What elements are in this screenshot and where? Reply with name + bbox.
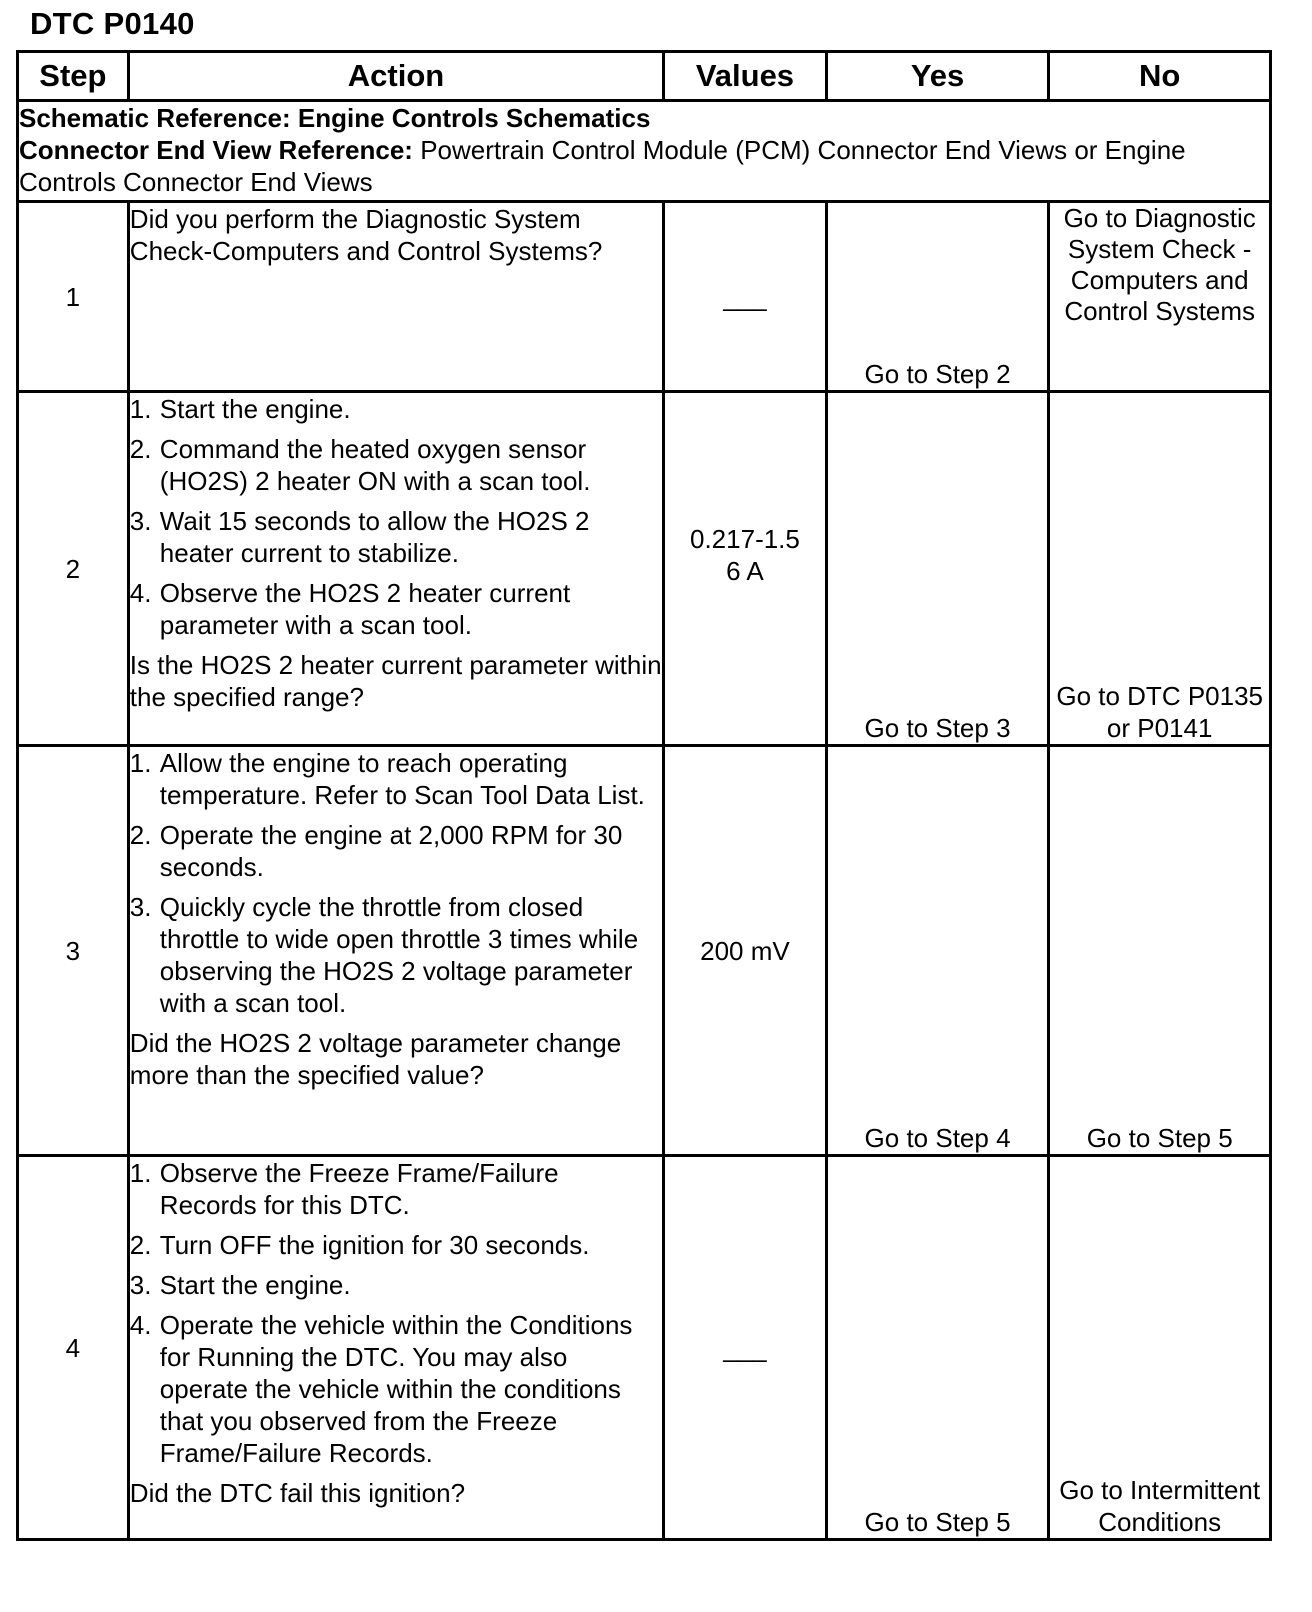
reference-cell	[18, 101, 1271, 202]
action-steps	[130, 393, 662, 641]
header-action: Action	[128, 52, 663, 101]
page-title: DTC P0140	[30, 6, 195, 41]
header-values: Values	[664, 52, 827, 101]
list-item: 3. Quickly cycle the throttle from closed throttle to wide open throttle 3 times while observing the HO2S 2 voltage parameter with a scan tool.	[129, 892, 639, 1018]
action-question: Did the HO2S 2 voltage parameter change more than the specified value?	[129, 1028, 622, 1090]
step-number: 1	[18, 202, 129, 392]
value-cell: 200 mV	[664, 746, 827, 1156]
action-cell	[128, 746, 663, 1156]
table-row	[18, 202, 1271, 392]
yes-cell: Go to Step 4	[826, 746, 1049, 1156]
action-question: Did the DTC fail this ignition?	[129, 1478, 466, 1508]
action-cell	[128, 392, 663, 746]
list-item: 1. Allow the engine to reach operating temperature. Refer to Scan Tool Data List.	[129, 748, 645, 810]
step-number: 3	[18, 746, 129, 1156]
list-item: 2. Turn OFF the ignition for 30 seconds.	[129, 1230, 590, 1260]
no-cell: Go to Step 5	[1049, 746, 1271, 1156]
list-item: 2. Command the heated oxygen sensor (HO2S) 2 heater ON with a scan tool.	[129, 434, 591, 496]
list-item: 4. Observe the HO2S 2 heater current parameter with a scan tool.	[129, 578, 571, 640]
value-cell: ___	[664, 202, 827, 392]
yes-cell: Go to Step 5	[826, 1156, 1049, 1540]
header-yes: Yes	[826, 52, 1049, 101]
yes-cell: Go to Step 2	[826, 202, 1049, 392]
table-row	[18, 746, 1271, 1156]
connector-reference: Connector End View Reference: Powertrain Control Module (PCM) Connector End Views or Engine Controls Connector End Views	[19, 135, 1186, 197]
action-steps	[130, 747, 662, 1019]
value-cell: ___	[664, 1156, 827, 1540]
no-cell: Go to Diagnostic System Check - Computers and Control Systems	[1049, 202, 1271, 392]
header-no: No	[1049, 52, 1271, 101]
list-item: 1. Start the engine.	[129, 394, 351, 424]
action-question: Is the HO2S 2 heater current parameter within the specified range?	[129, 650, 662, 712]
reference-row	[18, 101, 1271, 202]
list-item: 4. Operate the vehicle within the Conditions for Running the DTC. You may also operate the vehicle within the conditions that you observed from the Freeze Frame/Failure Records.	[129, 1310, 633, 1468]
no-cell: Go to DTC P0135 or P0141	[1049, 392, 1271, 746]
header-step: Step	[18, 52, 129, 101]
table-row	[18, 1156, 1271, 1540]
action-cell	[128, 202, 663, 392]
diagnostic-table	[16, 50, 1272, 1541]
step-number: 2	[18, 392, 129, 746]
action-question: Did you perform the Diagnostic System Check-Computers and Control Systems?	[129, 204, 603, 266]
schematic-reference: Schematic Reference: Engine Controls Schematics	[19, 103, 651, 133]
no-cell: Go to Intermittent Conditions	[1049, 1156, 1271, 1540]
action-cell	[128, 1156, 663, 1540]
value-cell: 0.217-1.5 6 A	[664, 392, 827, 746]
list-item: 1. Observe the Freeze Frame/Failure Records for this DTC.	[129, 1158, 559, 1220]
list-item: 3. Start the engine.	[129, 1270, 351, 1300]
header-row	[18, 52, 1271, 101]
action-steps	[130, 1157, 662, 1469]
list-item: 2. Operate the engine at 2,000 RPM for 30 seconds.	[129, 820, 623, 882]
yes-cell: Go to Step 3	[826, 392, 1049, 746]
list-item: 3. Wait 15 seconds to allow the HO2S 2 heater current to stabilize.	[129, 506, 590, 568]
table-row	[18, 392, 1271, 746]
step-number: 4	[18, 1156, 129, 1540]
